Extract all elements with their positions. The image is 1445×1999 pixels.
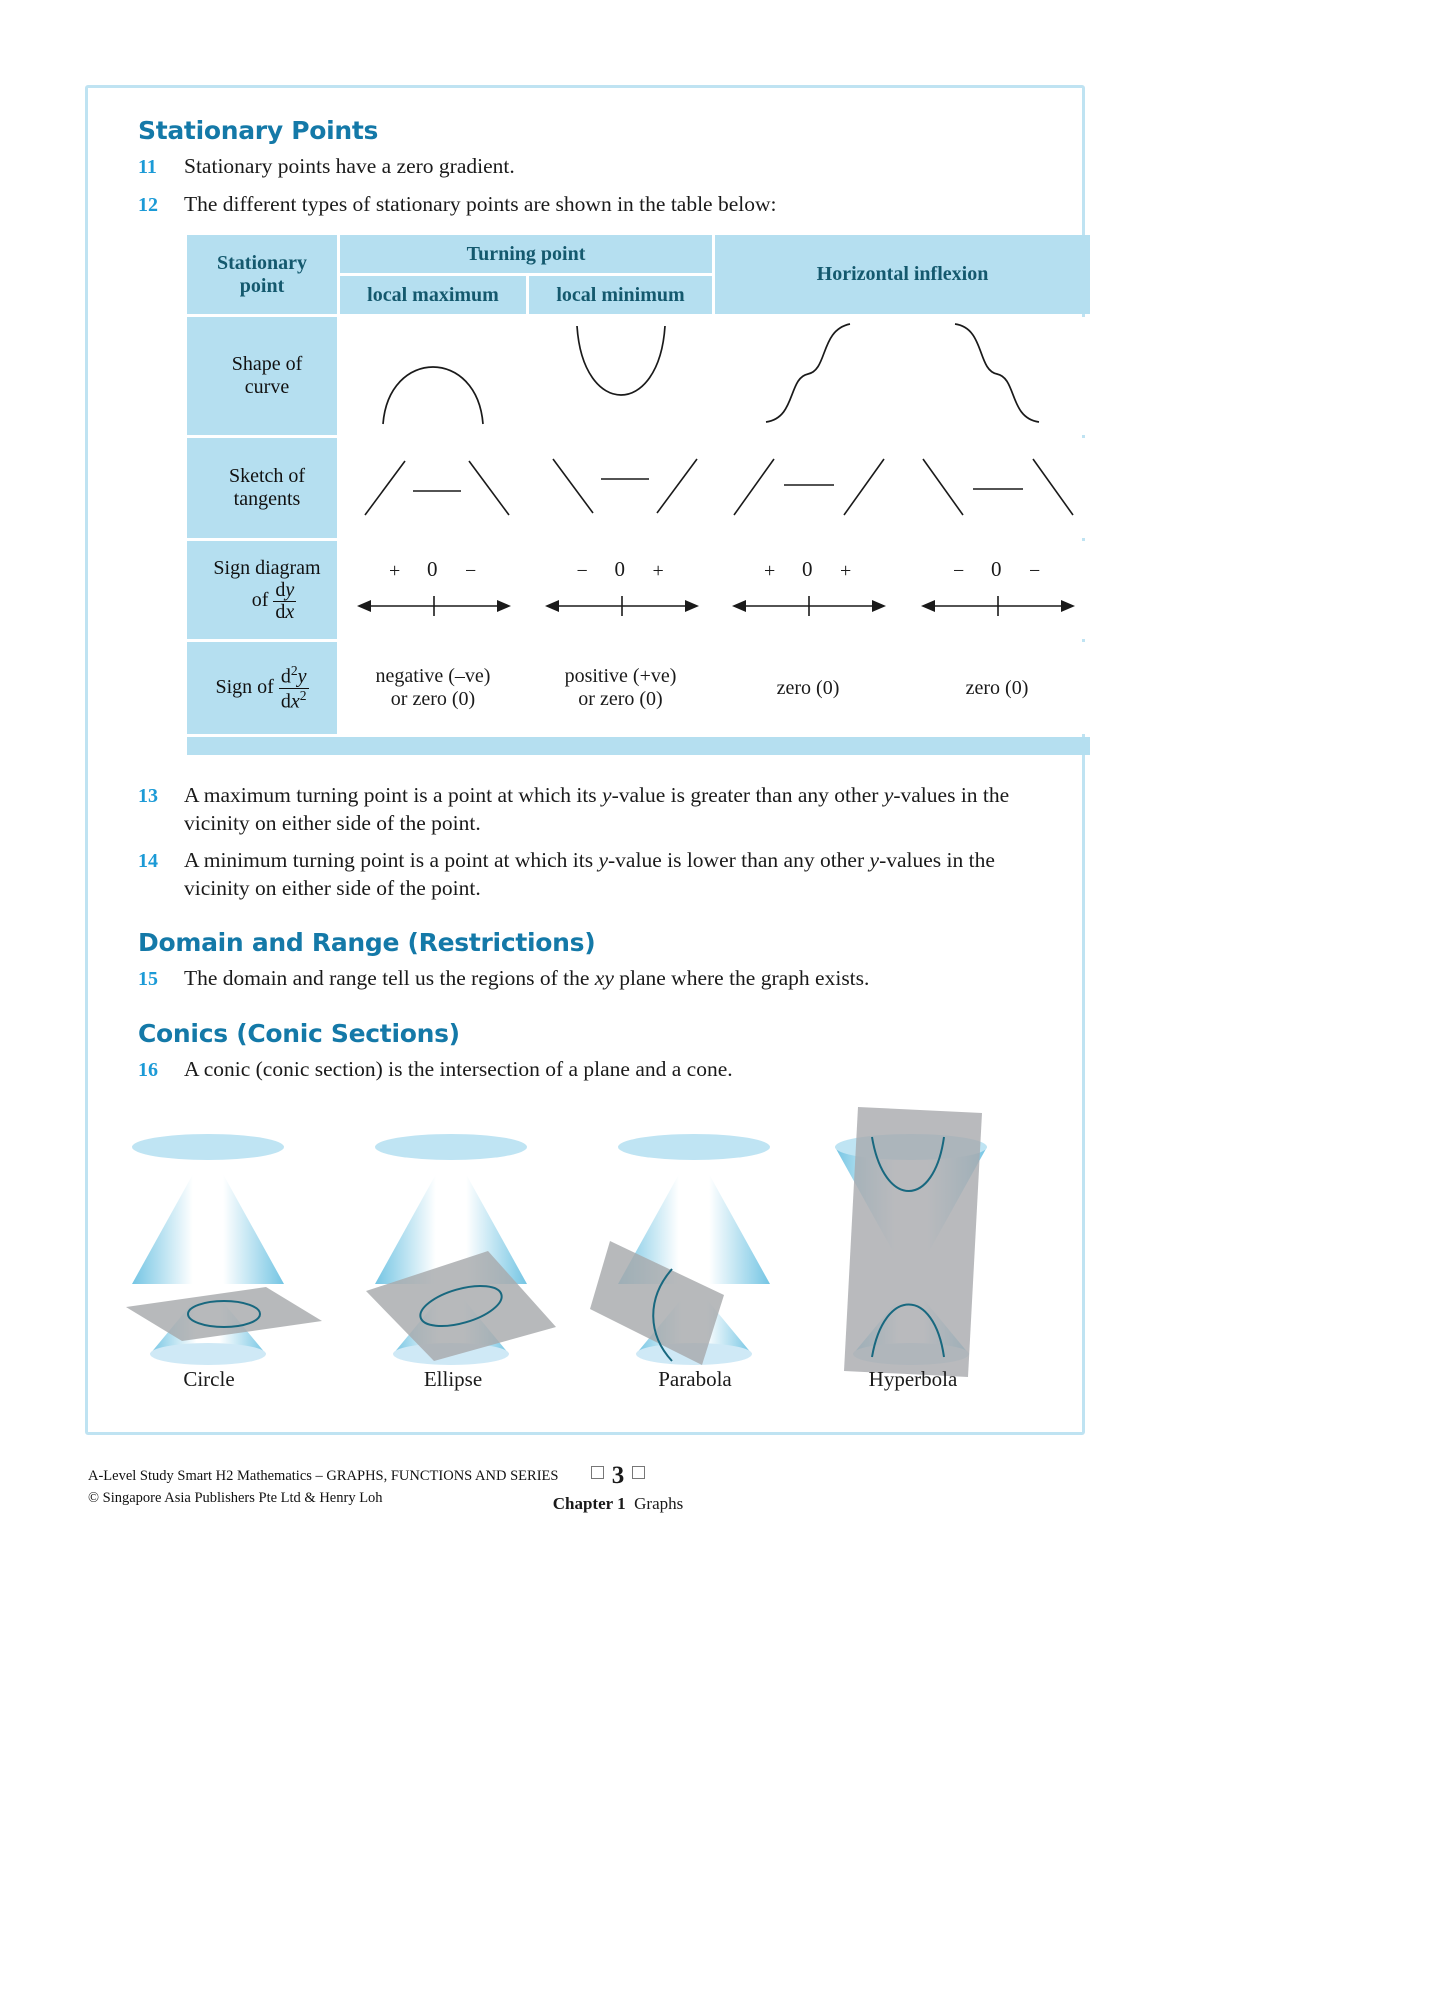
numbered-item-13 — [138, 782, 1054, 837]
chapter-label: Chapter 1 — [552, 1494, 626, 1513]
page-number-row — [518, 1462, 718, 1490]
sign-diagram-inflexion-increasing — [715, 541, 901, 639]
d2y-dx2-fraction: $\frac{d^2y}{dx^2}$ — [280, 663, 307, 713]
shape-inflexion-increasing — [715, 317, 901, 435]
tangents-inflexion-increasing — [715, 438, 901, 538]
item-text: A maximum turning point is a point at which its y-value is greater than any other y-values in the vicinity on either side of the point. — [184, 783, 1010, 835]
item-text: A minimum turning point is a point at which its y-value is lower than any other y-values in the vicinity on either side of the point. — [184, 848, 995, 900]
chapter-name: Graphs — [634, 1494, 684, 1513]
conic-label-ellipse: Ellipse — [423, 1367, 483, 1392]
tangents-inflexion-increasing-icon — [718, 439, 898, 531]
tangents-inflexion-decreasing — [904, 438, 1090, 538]
header-horizontal-inflexion: Horizontal inflexion — [715, 235, 1090, 314]
sign-diagram-local-maximum — [340, 541, 526, 639]
conic-circle — [126, 1134, 322, 1365]
shape-inflexion-decreasing — [904, 317, 1090, 435]
table-bottom-filler — [187, 737, 1090, 755]
item-number: 13 — [138, 785, 158, 808]
tangents-inflexion-decreasing-icon — [907, 439, 1087, 531]
conic-hyperbola — [835, 1107, 987, 1377]
row-label-shape-of-curve: Shape of curve — [187, 317, 337, 435]
numbered-item-12 — [138, 191, 1054, 219]
item-number: 11 — [138, 156, 157, 178]
item-text: The domain and range tell us the regions of the xy plane where the graph exists. — [184, 966, 870, 991]
square-left-icon — [591, 1466, 604, 1479]
section-heading-stationary-points: Stationary Points — [138, 116, 379, 145]
header-turning-point: Turning point — [340, 235, 712, 273]
page-footer — [88, 1462, 1098, 1513]
shape-local-minimum — [529, 317, 712, 435]
sign-right: + — [840, 560, 852, 583]
conic-parabola — [590, 1134, 770, 1365]
sign-diagram-inflexion-decreasing — [904, 541, 1090, 639]
item-text: The different types of stationary points are shown in the table below: — [184, 191, 777, 216]
number-line-icon — [533, 590, 709, 624]
tangents-local-maximum — [340, 438, 526, 538]
chapter-line — [518, 1494, 718, 1514]
sign-mid: 0 — [802, 557, 813, 582]
header-local-minimum: local minimum — [529, 276, 712, 314]
item-text: Stationary points have a zero gradient. — [184, 154, 515, 178]
footer-center — [518, 1462, 718, 1514]
footer-copyright-line: © Singapore Asia Publishers Pte Ltd & Henry Loh — [88, 1489, 383, 1506]
square-right-icon — [632, 1466, 645, 1479]
sign-left: + — [389, 560, 401, 583]
conic-sections-figure — [116, 1099, 1054, 1399]
second-deriv-inflexion-increasing: zero (0) — [715, 642, 901, 734]
conic-diagrams-svg — [116, 1099, 1060, 1399]
sign-diagram-local-minimum — [529, 541, 712, 639]
conic-label-hyperbola: Hyperbola — [868, 1367, 958, 1392]
sign-left: − — [953, 560, 965, 583]
curve-inflexion-decreasing-icon — [907, 318, 1087, 428]
numbered-item-14 — [138, 847, 1054, 902]
sign-right: + — [652, 560, 664, 583]
conic-label-parabola: Parabola — [658, 1367, 732, 1392]
table-bottom-filler-row — [187, 737, 1090, 755]
section-heading-domain-and-range: Domain and Range (Restrictions) — [138, 928, 596, 958]
shape-local-maximum — [340, 317, 526, 435]
page-number: 3 — [611, 1462, 625, 1489]
sign-right: − — [1029, 560, 1041, 583]
stationary-points-table — [184, 232, 1093, 758]
second-deriv-inflexion-decreasing: zero (0) — [904, 642, 1090, 734]
curve-min-icon — [531, 318, 711, 428]
row-label-sketch-of-tangents: Sketch of tangents — [187, 438, 337, 538]
footer-title-line: A-Level Study Smart H2 Mathematics – GRAPHS, FUNCTIONS AND SERIES — [88, 1468, 559, 1484]
number-line-icon — [909, 590, 1085, 624]
curve-inflexion-increasing-icon — [718, 318, 898, 428]
table-header-row-1 — [187, 235, 1090, 273]
header-local-maximum: local maximum — [340, 276, 526, 314]
numbered-item-11 — [138, 153, 1054, 181]
row-label-sign-diagram: Sign diagram of $\frac{dy}{dx}$ — [187, 541, 337, 639]
sign-mid: 0 — [614, 557, 625, 582]
table-row-sign-diagram — [187, 541, 1090, 639]
tangents-local-minimum — [529, 438, 712, 538]
header-stationary-point: Stationary point — [187, 235, 337, 314]
sign-left: + — [764, 560, 776, 583]
numbered-item-15 — [138, 965, 1054, 993]
item-number: 15 — [138, 968, 158, 991]
tangents-min-icon — [531, 439, 711, 531]
sign-mid: 0 — [427, 557, 438, 582]
item-number: 12 — [138, 193, 158, 216]
table-row-shape-of-curve — [187, 317, 1090, 435]
item-text: A conic (conic section) is the intersection of a plane and a cone. — [184, 1056, 733, 1081]
curve-max-icon — [343, 318, 523, 428]
section-heading-conics: Conics (Conic Sections) — [138, 1018, 460, 1048]
numbered-item-16 — [138, 1056, 1054, 1084]
table-row-second-derivative — [187, 642, 1090, 734]
sign-mid: 0 — [991, 557, 1002, 582]
conic-ellipse — [366, 1134, 556, 1365]
tangents-max-icon — [343, 439, 523, 531]
row-label-second-derivative: Sign of $\frac{d^2y}{dx^2}$ — [187, 642, 337, 734]
sign-left: − — [576, 560, 588, 583]
number-line-icon — [720, 590, 896, 624]
dy-dx-fraction: $\frac{dy}{dx}$ — [275, 579, 295, 624]
number-line-icon — [345, 590, 521, 624]
item-number: 14 — [138, 850, 158, 873]
conic-label-circle: Circle — [183, 1367, 235, 1392]
table-row-sketch-of-tangents — [187, 438, 1090, 538]
item-number: 16 — [138, 1058, 158, 1081]
second-deriv-local-minimum: positive (+ve) or zero (0) — [529, 642, 712, 734]
sign-right: − — [465, 560, 477, 583]
document-page — [85, 85, 1085, 1435]
second-deriv-local-maximum: negative (–ve) or zero (0) — [340, 642, 526, 734]
